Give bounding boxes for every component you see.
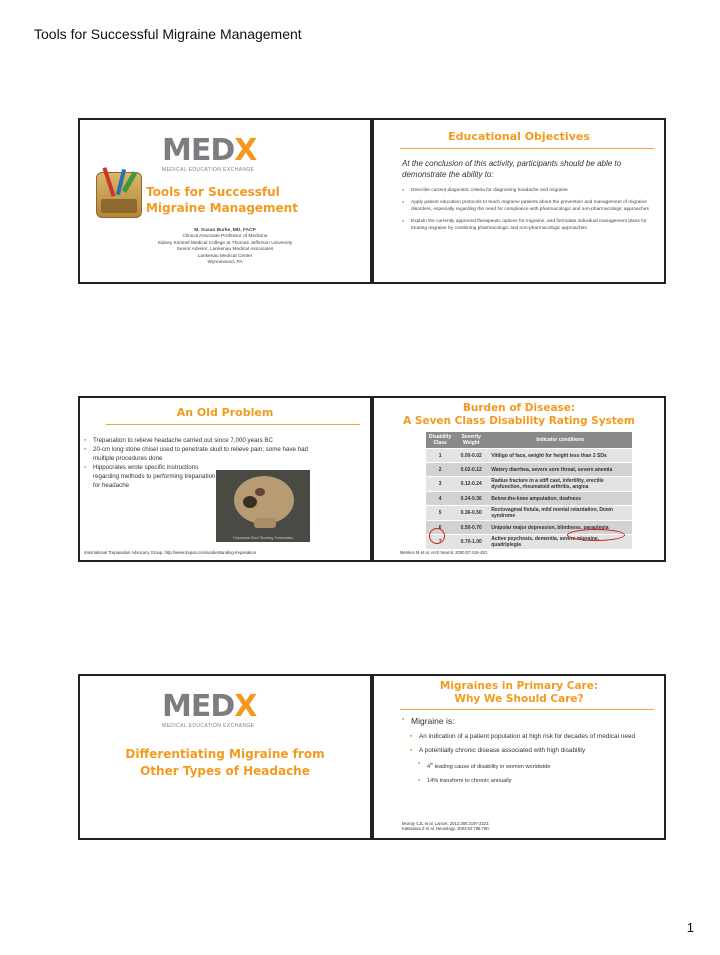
slide-2[interactable] [372, 118, 666, 284]
table-row: 1 0.00-0.02 Vitiligo of face, weight for height less than 2 SDs [426, 449, 632, 463]
bullet-list: ▪ Trepanation to relieve headache carried out since 7,000 years BC ▪ 20-cm long stone chisel used to penetrate skull to relieve pain; some have had multiple procedures done ▪ Hippocrates wrote specific instructions regarding methods to performing trepanation for headache [84, 436, 310, 490]
slide-title: Differentiating Migraine from Other Types of Headache [125, 747, 325, 778]
page-number: 1 [686, 920, 694, 935]
slide-4[interactable] [372, 396, 666, 562]
footnote: International Trepanation Advocacy Group. http://www.trepan.com/understanding-trepanation [84, 550, 257, 555]
intro-text: At the conclusion of this activity, participants should be able to demonstrate the ability to: [402, 159, 622, 179]
image-caption: Trepanned Skull Showing Trepanation [232, 536, 294, 540]
objectives-list: ▪ Describe current diagnostic criteria for diagnosing headache and migraine ▪ Apply patient education protocols to teach migraine patients about the prevention and management of migraine disorders, especially regarding the need for compliance with pharmacologic and non-pharmacologic approaches ▪ Explain the currently approved therapeutic options for migraine, and formulate individual management plans for treating migraine by combining pharmacologic and non-pharmacologic approaches [402, 188, 654, 232]
slide-title: Educational Objectives [448, 130, 590, 143]
table-row: 6 0.50-0.70 Unipolar major depression, blindness, paraplegia [426, 521, 632, 535]
table-row: 4 0.24-0.36 Below-the-knee amputation, deafness [426, 492, 632, 506]
slide-title: Migraines in Primary Care: Why We Should Care? [439, 680, 599, 705]
highlight-circle-migraine [567, 529, 625, 541]
presenter-block: M. Susan Burke, MD, FACP Clinical Associate Professor of Medicine Sidney Kimmel Medical College at Thomas Jefferson University Senior Advisor, Lankenau Medical Associates Lankenau Medical Center Wynnewood, PA [157, 228, 293, 266]
toolbox-image [96, 172, 142, 218]
slide-6[interactable] [372, 674, 666, 840]
medx-logo: MEDX MEDICAL EDUCATION EXCHANGE [162, 689, 257, 729]
skull-image [216, 470, 310, 542]
medx-logo: MEDX MEDICAL EDUCATION EXCHANGE [162, 133, 257, 173]
slide-title: An Old Problem [176, 406, 274, 419]
page-title: Tools for Successful Migraine Management [34, 26, 302, 42]
slide-3[interactable] [78, 396, 372, 562]
footnote: Menken M et al. Arch Neurol. 2000;57:418-420. [400, 550, 488, 555]
sub-bullet-4th: ▪ 4th leading cause of disability in women worldwide [418, 760, 654, 771]
disability-table: Disability Class Severity Weight Indicator conditions 1 0.00-0.02 Vitiligo of face, weight for height less than 2 SDs 2 0.02-0.12 Watery diarrhea, severe sore throat, severe anemia 3 0.12-0.24 Radius fracture in a stiff cast, infertility, erectile dysfunction, rheumatoid arthritis, angina 4 0.24-0.36 Below-the-knee amputation, deafness 5 0.36-0.50 Rectovaginal fistula, mild mental retardation, Down syndrome 6 0.50-0.70 Unipolar major depression, blindness, paraplegia 7 0.70-1.00 Active psychosis, dementia, severe migraine, quadriplegia [426, 432, 632, 550]
slide-5[interactable] [78, 674, 372, 840]
table-row: 3 0.12-0.24 Radius fracture in a stiff cast, infertility, erectile dysfunction, rheumatoid arthritis, angina [426, 477, 632, 492]
table-row: 5 0.36-0.50 Rectovaginal fistula, mild mental retardation, Down syndrome [426, 506, 632, 521]
slide-title: Tools for Successful Migraine Management [146, 185, 298, 215]
bullet-list: ▪ Migraine is: ▪ An indication of a patient population at high risk for decades of medical need ▪ A potentially chronic disease associated with high disability ▪ 4th leading cause of disability in women worldwide ▪ 14% transform to chronic annually [402, 716, 654, 785]
slide-title: Burden of Disease: A Seven Class Disability Rating System [403, 402, 635, 427]
highlight-circle-class7 [429, 528, 445, 544]
slide-1[interactable] [78, 118, 372, 284]
references: Murray CJL et al. Lancet. 2012;380:2197-2223. Katsarava Z et al. Neurology. 2004;62:788-790. [402, 821, 490, 831]
table-row: 7 0.70-1.00 Active psychosis, dementia, severe migraine, quadriplegia [426, 535, 632, 550]
table-row: 2 0.02-0.12 Watery diarrhea, severe sore throat, severe anemia [426, 463, 632, 477]
